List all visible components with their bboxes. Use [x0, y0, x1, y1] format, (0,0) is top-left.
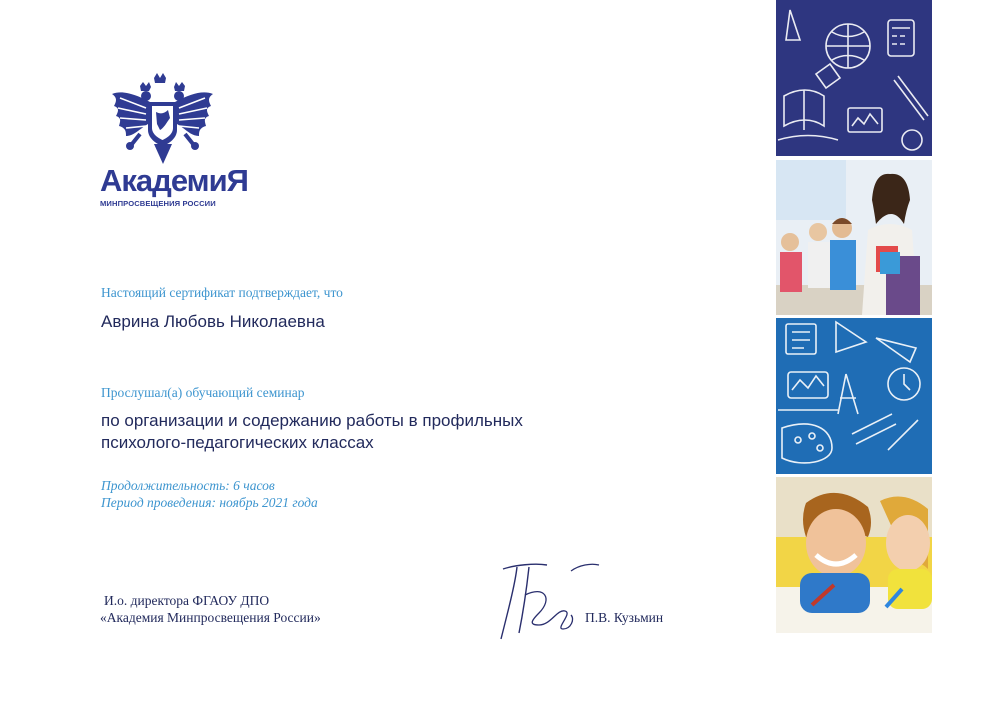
logo-title: АкадемиЯ: [100, 163, 248, 198]
seminar-topic: [101, 410, 521, 454]
position-line-2: «Академия Минпросвещения России»: [100, 610, 321, 625]
eagle-emblem-icon: [110, 72, 215, 167]
position-line-1: И.о. директора ФГАОУ ДПО: [104, 593, 270, 608]
school-doodles-blue-image: [776, 318, 932, 474]
recipient-name: Аврина Любовь Николаевна: [101, 312, 325, 331]
attended-label: Прослушал(а) обучающий семинар: [101, 385, 305, 400]
duration-text: Продолжительность: 6 часов: [101, 478, 275, 493]
certificate-intro: Настоящий сертификат подтверждает, что: [101, 285, 343, 300]
period-text: Период проведения: ноябрь 2021 года: [101, 495, 318, 510]
school-doodles-dark-image: [776, 0, 932, 156]
academy-logo: [100, 72, 248, 212]
seminar-topic-line-1: по организации и содержанию работы в профильных: [101, 411, 523, 430]
logo-subtitle: МИНПРОСВЕЩЕНИЯ РОССИИ: [100, 199, 216, 208]
signatory-position: [100, 592, 321, 626]
teacher-with-students-photo: [776, 160, 932, 315]
signatory-name: П.В. Кузьмин: [585, 610, 664, 625]
children-writing-photo: [776, 477, 932, 633]
handwritten-signature-icon: [495, 555, 605, 645]
seminar-details: [101, 477, 318, 511]
seminar-topic-line-2: психолого-педагогических классах: [101, 433, 374, 452]
